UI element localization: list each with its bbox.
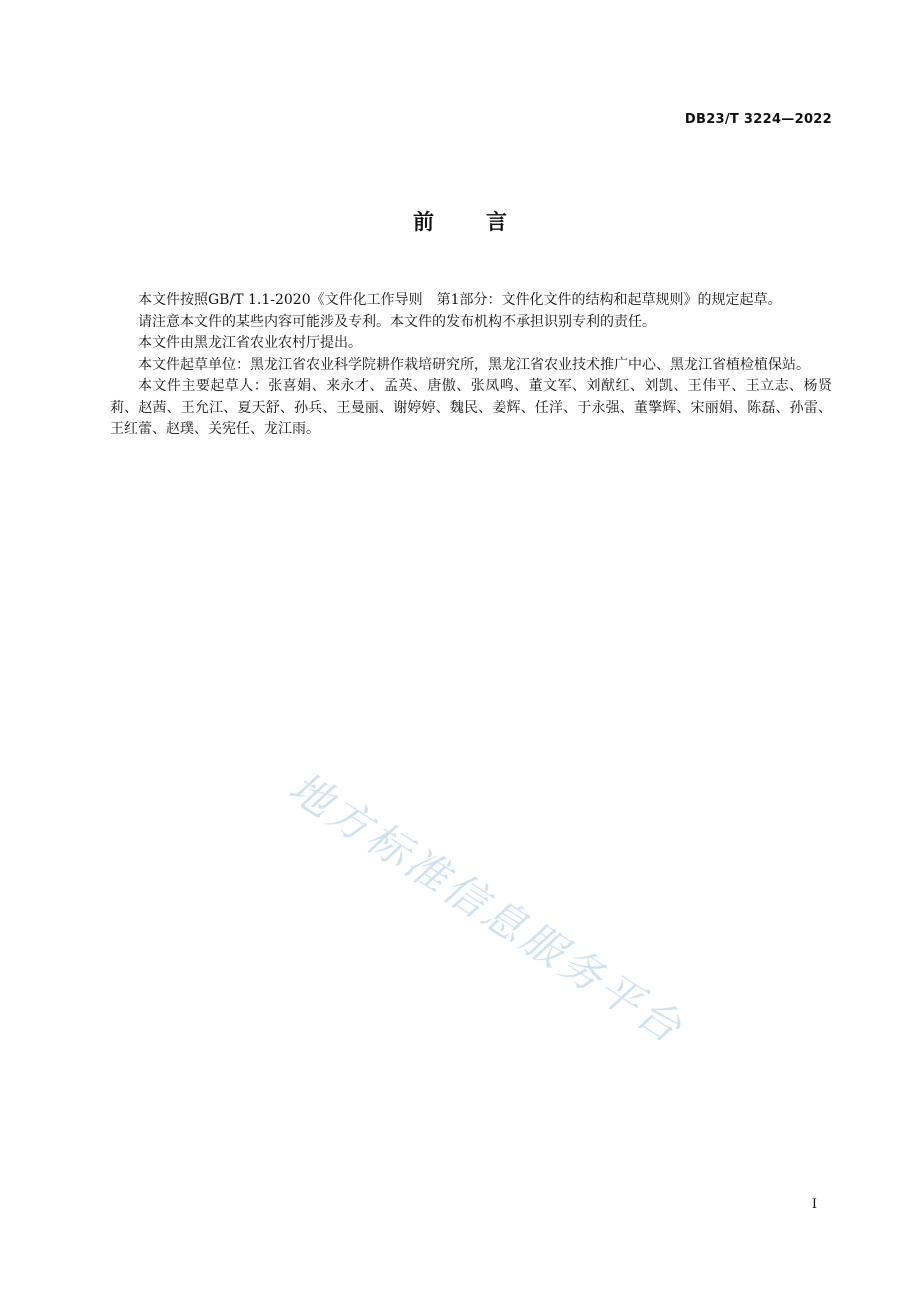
watermark: 地方标准信息服务平台 — [280, 762, 693, 1054]
document-code: DB23/T 3224—2022 — [684, 112, 832, 127]
paragraph-drafting-units: 本文件起草单位：黑龙江省农业科学院耕作栽培研究所，黑龙江省农业技术推广中心、黑龙江省植检植保站。 — [138, 356, 810, 373]
foreword-body — [110, 290, 832, 441]
page-number: I — [811, 1197, 817, 1212]
paragraph-proposer: 本文件由黑龙江省农业农村厅提出。 — [138, 335, 362, 351]
paragraph-drafters: 本文件主要起草人：张喜娟、来永才、孟英、唐傲、张凤鸣、董文军、刘猷红、刘凯、王伟平、王立志、杨贤莉、赵茜、王允江、夏天舒、孙兵、王曼丽、谢婷婷、魏民、姜辉、任洋、于永强、董擎辉、宋丽娟、陈磊、孙雷、王红蕾、赵璞、关宪任、龙江雨。 — [110, 378, 832, 437]
paragraph-drafting-rules: 本文件按照GB/T 1.1-2020《文件化工作导则 第1部分：文件化文件的结构和起草规则》的规定起草。 — [138, 292, 782, 308]
page-title: 前言 — [413, 210, 559, 234]
paragraph-patent-notice: 请注意本文件的某些内容可能涉及专利。本文件的发布机构不承担识别专利的责任。 — [138, 313, 656, 330]
